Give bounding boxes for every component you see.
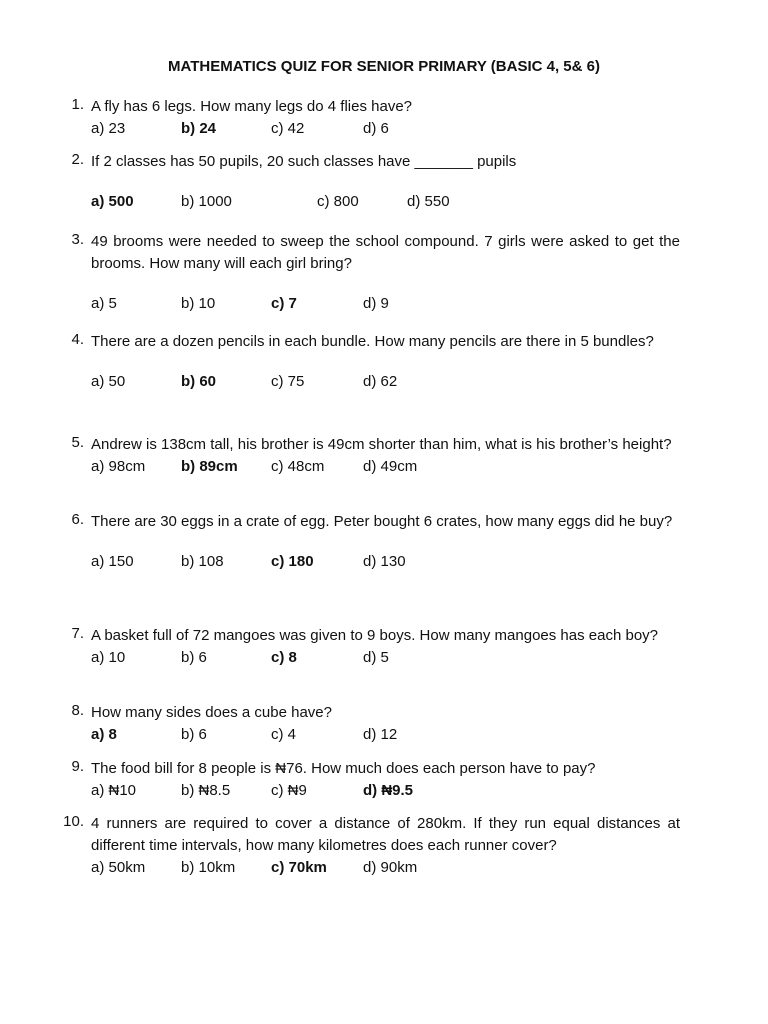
answer-option: b) 10 [181, 295, 216, 312]
answer-option: b) 1000 [181, 193, 232, 210]
answer-option-correct: c) 70km [271, 859, 327, 876]
question-text: There are a dozen pencils in each bundle. How many pencils are there in 5 bundles? [91, 333, 654, 350]
answer-options [91, 647, 680, 669]
question-number: 7. [71, 625, 84, 642]
question-9 [50, 758, 680, 802]
question-text: How many sides does a cube have? [91, 704, 332, 721]
answer-option-correct: c) 7 [271, 295, 297, 312]
answer-option: d) 5 [363, 649, 389, 666]
question-text: 4 runners are required to cover a distance of 280km. If they run equal distances at different time intervals, how many kilometres does each runner cover? [91, 815, 680, 854]
answer-option: d) 62 [363, 373, 398, 390]
answer-option-correct: c) 8 [271, 649, 297, 666]
question-text: Andrew is 138cm tall, his brother is 49cm shorter than him, what is his brother’s height? [91, 436, 672, 453]
question-text: A fly has 6 legs. How many legs do 4 flies have? [91, 98, 413, 115]
answer-option: c) 42 [271, 120, 305, 137]
answer-option-correct: b) 24 [181, 120, 217, 137]
answer-option: d) 9 [363, 295, 389, 312]
answer-options [91, 780, 680, 802]
answer-options [91, 371, 680, 393]
question-number: 8. [71, 702, 84, 719]
question-number: 3. [71, 231, 84, 248]
answer-option-correct: a) 500 [91, 193, 134, 210]
answer-option: d) 49cm [363, 458, 418, 475]
answer-option: a) 98cm [91, 458, 146, 475]
answer-option: d) 6 [363, 120, 389, 137]
question-10 [50, 813, 680, 879]
question-8 [50, 702, 680, 746]
answer-option-correct: b) 89cm [181, 458, 238, 475]
answer-option: c) ₦9 [271, 782, 307, 799]
answer-option-correct: d) ₦9.5 [363, 782, 414, 799]
answer-option: b) 6 [181, 649, 207, 666]
question-number: 4. [71, 331, 84, 348]
answer-options [91, 191, 680, 213]
answer-option: a) 50 [91, 373, 126, 390]
question-5 [50, 434, 680, 478]
question-number: 5. [71, 434, 84, 451]
question-number: 2. [71, 151, 84, 168]
question-text: 49 brooms were needed to sweep the school compound. 7 girls were asked to get the brooms. How many will each girl bring? [91, 233, 680, 272]
answer-options [91, 293, 680, 315]
answer-option: d) 550 [407, 193, 450, 210]
answer-options [91, 118, 680, 140]
answer-option: d) 90km [363, 859, 418, 876]
answer-option-correct: b) 60 [181, 373, 217, 390]
answer-option-correct: c) 180 [271, 553, 314, 570]
answer-options [91, 551, 680, 573]
question-4 [50, 331, 680, 393]
answer-option: b) 108 [181, 553, 224, 570]
answer-option: a) 23 [91, 120, 126, 137]
answer-option-correct: a) 8 [91, 726, 117, 743]
answer-options [91, 857, 680, 879]
question-text: There are 30 eggs in a crate of egg. Peter bought 6 crates, how many eggs did he buy? [91, 513, 673, 530]
question-text: If 2 classes has 50 pupils, 20 such classes have _______ pupils [91, 153, 517, 170]
answer-option: a) ₦10 [91, 782, 137, 799]
question-7 [50, 625, 680, 669]
question-1 [50, 96, 680, 140]
question-3 [50, 231, 680, 315]
answer-option: c) 48cm [271, 458, 325, 475]
page-title: MATHEMATICS QUIZ FOR SENIOR PRIMARY (BASIC 4, 5& 6) [168, 58, 600, 75]
answer-option: d) 130 [363, 553, 406, 570]
question-text: A basket full of 72 mangoes was given to 9 boys. How many mangoes has each boy? [91, 627, 658, 644]
answer-option: c) 800 [317, 193, 359, 210]
answer-option: b) 6 [181, 726, 207, 743]
answer-option: a) 10 [91, 649, 126, 666]
question-number: 6. [71, 511, 84, 528]
question-6 [50, 511, 680, 573]
question-number: 9. [71, 758, 84, 775]
question-number: 1. [71, 96, 84, 113]
answer-options [91, 456, 680, 478]
answer-option: c) 4 [271, 726, 297, 743]
answer-option: a) 150 [91, 553, 134, 570]
answer-option: d) 12 [363, 726, 398, 743]
question-text: The food bill for 8 people is ₦76. How much does each person have to pay? [91, 760, 596, 777]
answer-option: b) ₦8.5 [181, 782, 231, 799]
answer-option: c) 75 [271, 373, 305, 390]
answer-option: b) 10km [181, 859, 236, 876]
answer-options [91, 724, 680, 746]
answer-option: a) 5 [91, 295, 117, 312]
answer-option: a) 50km [91, 859, 146, 876]
question-2 [50, 151, 680, 213]
question-number: 10. [63, 813, 84, 830]
